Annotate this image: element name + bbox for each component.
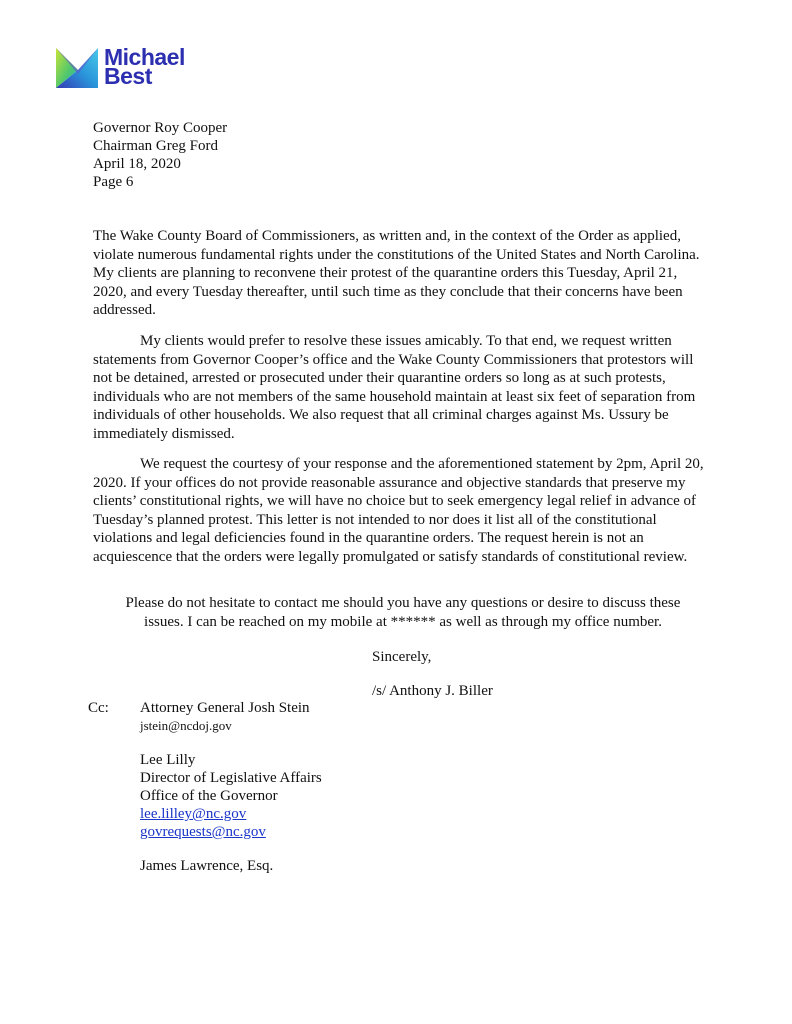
body-paragraph-2: My clients would prefer to resolve these issues amicably. To that end, we request written statements from Governor Cooper’s office and the Wake County Commissioners that protestors will not be detained, arrested or prosecuted under their quarantine orders so long as at such protests, individuals who are not members of the same household maintain at least six feet of separation from individuals of other households. We also request that all criminal charges against Ms. Ussury be immediately dismissed. xyxy=(93,333,696,442)
cc-recipient-name: Attorney General Josh Stein xyxy=(140,700,310,716)
header-date: April 18, 2020 xyxy=(93,156,181,172)
cc-recipients xyxy=(140,699,322,875)
logo-text-line2: Best xyxy=(104,63,152,89)
cc-label: Cc: xyxy=(88,700,109,716)
cc-recipient-email: jstein@ncdoj.gov xyxy=(140,718,232,733)
header-page-number: Page 6 xyxy=(93,174,134,190)
email-link-govrequests[interactable]: govrequests@nc.gov xyxy=(140,824,266,840)
header-recipient-chairman: Chairman Greg Ford xyxy=(93,138,218,154)
email-link-lee-lilley[interactable]: lee.lilley@nc.gov xyxy=(140,806,247,822)
letter-header xyxy=(93,119,713,191)
body-paragraph-3: We request the courtesy of your response and the aforementioned statement by 2pm, April 20, 2020. If your offices do not provide reasonable assurance and objective standards that preserve my clients’ constitutional rights, we will have no choice but to seek emergency legal relief in advance of Tuesday’s planned protest. This letter is not intended to nor does it list all of the constitutional violations and legal deficiencies found in the quarantine orders. The request herein is not an acquiescence that the orders were legally promulgated or satisfy standards of constitutional review. xyxy=(93,456,704,565)
closing-valediction: Sincerely, xyxy=(372,649,432,665)
logo-mark-icon xyxy=(54,44,100,90)
cc-recipient-title: Director of Legislative Affairs xyxy=(140,770,322,786)
logo-text-line1: Michael xyxy=(104,44,185,70)
cc-recipient-name: Lee Lilly xyxy=(140,752,196,768)
body-paragraph-4: Please do not hesitate to contact me should you have any questions or desire to discuss these issues. I can be reached on my mobile at ****** as well as through my office number. xyxy=(125,595,681,630)
logo-wordmark xyxy=(104,44,185,89)
cc-recipient-name: James Lawrence, Esq. xyxy=(140,858,274,874)
body-paragraph-1: The Wake County Board of Commissioners, as written and, in the context of the Order as applied, violate numerous fundamental rights under the constitutions of the United States and North Carolina. My clients are planning to reconvene their protest of the quarantine orders this Tuesday, April 21, 2020, and every Tuesday thereafter, until such time as they conclude that their concerns have been addressed. xyxy=(93,228,700,318)
michael-best-logo xyxy=(54,44,185,90)
signature: /s/ Anthony J. Biller xyxy=(372,683,493,699)
cc-recipient-office: Office of the Governor xyxy=(140,788,278,804)
header-recipient-governor: Governor Roy Cooper xyxy=(93,120,228,136)
